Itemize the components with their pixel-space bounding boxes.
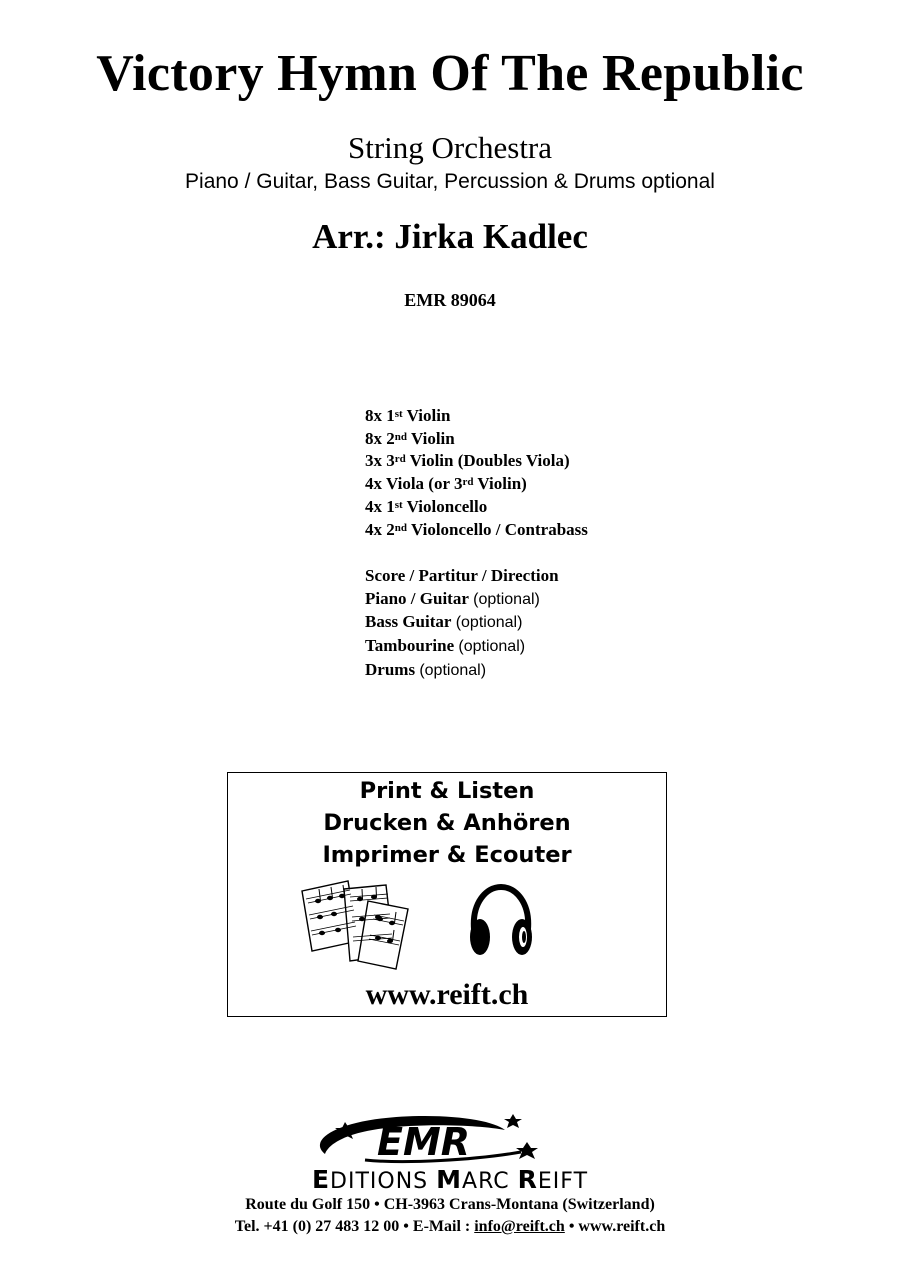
publisher-name: EDITIONS MARC REIFT	[311, 1165, 589, 1194]
optional-instruments: Piano / Guitar, Bass Guitar, Percussion & Drums optional	[185, 170, 715, 193]
headphones-icon	[466, 883, 536, 963]
sheet-music-icon	[300, 879, 412, 971]
extra-row: Tambourine (optional)	[365, 636, 526, 656]
piece-title: Victory Hymn Of The Republic	[96, 45, 804, 102]
extras-list	[365, 565, 559, 683]
extra-row: Bass Guitar (optional)	[365, 612, 523, 632]
part-row: 4x Viola (or 3rd Violin)	[365, 474, 527, 494]
print-listen-en: Print & Listen	[359, 778, 535, 804]
part-row: 8x 1st Violin	[365, 406, 451, 425]
print-listen-fr: Imprimer & Ecouter	[322, 842, 572, 868]
svg-text:EMR: EMR	[377, 1120, 471, 1164]
extra-row: Piano / Guitar (optional)	[365, 588, 540, 608]
catalog-number: EMR 89064	[404, 290, 496, 310]
part-row: 4x 2nd Violoncello / Contrabass	[365, 519, 588, 539]
print-listen-box	[227, 772, 667, 1017]
ensemble: String Orchestra	[347, 130, 553, 165]
extra-row: Drums (optional)	[365, 659, 487, 679]
extra-row: Score / Partitur / Direction	[365, 566, 559, 585]
part-row: 8x 2nd Violin	[365, 428, 455, 448]
arranger: Arr.: Jirka Kadlec	[312, 217, 588, 256]
parts-list	[365, 405, 588, 541]
publisher-address: Route du Golf 150 • CH-3963 Crans-Montana (Switzerland)	[245, 1196, 655, 1213]
part-row: 3x 3rd Violin (Doubles Viola)	[365, 451, 570, 471]
email-link[interactable]: info@reift.ch	[474, 1218, 565, 1235]
part-row: 4x 1st Violoncello	[365, 496, 488, 516]
print-listen-de: Drucken & Anhören	[323, 810, 571, 836]
emr-logo	[305, 1108, 545, 1166]
website-link[interactable]: www.reift.ch	[365, 978, 529, 1011]
web-link[interactable]: • www.reift.ch	[564, 1218, 666, 1235]
publisher-contact: Tel. +41 (0) 27 483 12 00 • E-Mail : info@reift.ch • www.reift.ch	[234, 1218, 666, 1235]
